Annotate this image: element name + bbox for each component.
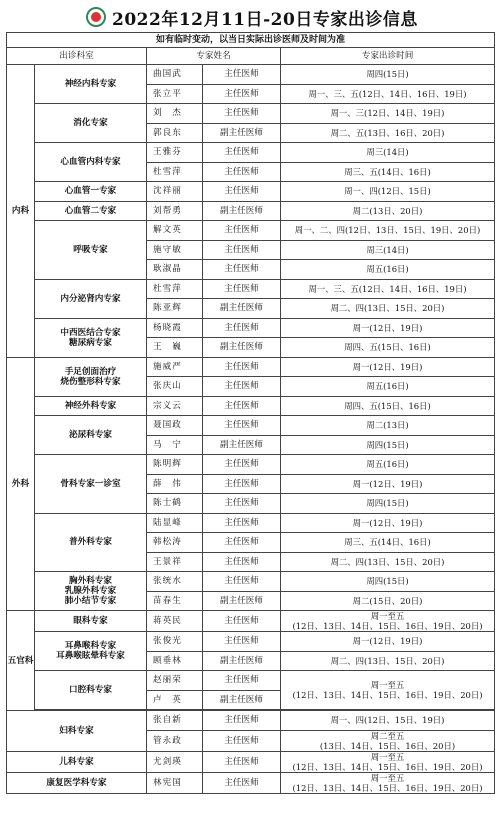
schedule-time: 周一(12日、19日): [281, 474, 495, 494]
schedule-time: [281, 611, 495, 632]
header-time: 专家出诊时间: [281, 48, 495, 65]
doctor-title: 主任医师: [203, 416, 281, 436]
doctor-name: 聂国政: [147, 416, 203, 436]
dept-label: 泌尿科专家: [35, 416, 147, 455]
doctor-name: 薛 伟: [147, 474, 203, 494]
doctor-title: 主任医师: [203, 772, 281, 793]
schedule-time: 周三、五(14日、16日): [281, 162, 495, 182]
dept-label: [35, 632, 147, 671]
doctor-title: 主任医师: [203, 65, 281, 85]
doctor-name: 曲国武: [147, 65, 203, 85]
doctor-title: 主任医师: [203, 143, 281, 163]
doctor-title: 主任医师: [203, 84, 281, 104]
doctor-name: 耿淑晶: [147, 260, 203, 280]
doctor-title: 主任医师: [203, 260, 281, 280]
dept-label: [35, 357, 147, 396]
doctor-name: 尤剑瑛: [147, 751, 203, 772]
doctor-title: 副主任医师: [203, 690, 281, 710]
dept-label: [35, 572, 147, 611]
doctor-title: 主任医师: [203, 182, 281, 202]
doctor-title: 主任医师: [203, 730, 281, 751]
doctor-name: 王雅芬: [147, 143, 203, 163]
doctor-title: 副主任医师: [203, 435, 281, 455]
doctor-title: 主任医师: [203, 572, 281, 592]
schedule-time: 周二(15日、20日): [281, 591, 495, 611]
doctor-title: 副主任医师: [203, 651, 281, 671]
schedule-time-line: 周一至五: [370, 751, 405, 762]
doctor-name: 陈亚辉: [147, 299, 203, 319]
schedule-time: 周四(15日): [281, 435, 495, 455]
doctor-title: 主任医师: [203, 751, 281, 772]
doctor-title: 主任医师: [203, 377, 281, 397]
doctor-title: 主任医师: [203, 552, 281, 572]
dept-label: 神经内科专家: [35, 65, 147, 104]
doctor-title: 主任医师: [203, 318, 281, 338]
doctor-name: 赵丽荣: [147, 671, 203, 691]
schedule-time-line: (12日、13日、14日、15日、16日、19日、20日): [292, 690, 483, 700]
doctor-title: 副主任医师: [203, 338, 281, 358]
header-doctor: 专家姓名: [147, 48, 281, 65]
dept-label-line: 烧伤整形科专家: [60, 376, 121, 387]
doctor-title: 主任医师: [203, 455, 281, 475]
doctor-title: 主任医师: [203, 474, 281, 494]
doctor-name: 杨晓霞: [147, 318, 203, 338]
dept-label: [35, 318, 147, 357]
doctor-name: 马 宁: [147, 435, 203, 455]
schedule-time-line: 周一至五: [370, 772, 405, 783]
doctor-name: 韩松涛: [147, 533, 203, 553]
doctor-title: 主任医师: [203, 711, 281, 731]
schedule-time: 周四(15日): [281, 572, 495, 592]
doctor-name: 卢 英: [147, 690, 203, 710]
doctor-name: 杜雪萍: [147, 162, 203, 182]
dept-label: 神经外科专家: [35, 396, 147, 416]
dept-label: 心血管一专家: [35, 182, 147, 202]
category-neike: 内科: [7, 65, 35, 358]
doctor-name: 张自新: [147, 711, 203, 731]
schedule-time-line: 周一至五: [370, 680, 405, 690]
schedule-time-line: (12日、13日、14日、15日、16日、19日、20日): [292, 761, 483, 772]
doctor-name: 顾垂林: [147, 651, 203, 671]
schedule-time: 周二(13日、20日): [281, 201, 495, 221]
doctor-title: 副主任医师: [203, 201, 281, 221]
schedule-time: 周四(15日): [281, 65, 495, 85]
doctor-name: 管永政: [147, 730, 203, 751]
page-header: [0, 0, 500, 32]
doctor-title: 主任医师: [203, 632, 281, 652]
schedule-time-line: 周一至五: [370, 611, 405, 621]
dept-label: 心血管内科专家: [35, 143, 147, 182]
doctor-name: 施威严: [147, 357, 203, 377]
doctor-name: 宗义云: [147, 396, 203, 416]
schedule-time: 周二(13日): [281, 416, 495, 436]
doctor-title: 副主任医师: [203, 299, 281, 319]
dept-label-line: 肺小结节专家: [64, 596, 117, 606]
doctor-name: 刘帮勇: [147, 201, 203, 221]
doctor-title: 主任医师: [203, 533, 281, 553]
schedule-time: 周一、四(12日、15日): [281, 182, 495, 202]
doctor-title: 主任医师: [203, 357, 281, 377]
schedule-time: 周一、二、四(12日、13日、15日、19日、20日): [281, 221, 495, 241]
dept-label: 内分泌肾内专家: [35, 279, 147, 318]
dept-label: 儿科专家: [7, 751, 147, 772]
doctor-name: 陈士鹤: [147, 494, 203, 514]
schedule-time-line: (13日、14日、15日、16日、20日): [319, 740, 456, 751]
schedule-time: 周一(12日、19日): [281, 513, 495, 533]
doctor-name: 沈祥丽: [147, 182, 203, 202]
dept-label-line: 手足创面治疗: [64, 366, 117, 377]
doctor-name: 郭良东: [147, 123, 203, 143]
dept-label: 呼吸专家: [35, 221, 147, 280]
hospital-logo-icon: [86, 7, 106, 27]
dept-label: 妇科专家: [7, 711, 147, 752]
header-department: 出诊科室: [7, 48, 147, 65]
doctor-title: 主任医师: [203, 611, 281, 632]
schedule-time: 周一(12日、19日): [281, 632, 495, 652]
schedule-time: 周一、三、五(12日、14日、16日、19日): [281, 279, 495, 299]
doctor-name: 蒋英民: [147, 611, 203, 632]
doctor-name: 陈明辉: [147, 455, 203, 475]
schedule-time: 周一(12日、19日): [281, 318, 495, 338]
doctor-title: 主任医师: [203, 104, 281, 124]
dept-label: 眼科专家: [35, 611, 147, 632]
doctor-title: 主任医师: [203, 513, 281, 533]
schedule-time-line: (12日、13日、14日、15日、16日、19日、20日): [292, 621, 483, 631]
doctor-title: 副主任医师: [203, 591, 281, 611]
schedule-table: [6, 32, 495, 794]
doctor-title: 主任医师: [203, 162, 281, 182]
page-title: 2022年12月11日-20日专家出诊信息: [112, 10, 418, 30]
doctor-name: 苗春生: [147, 591, 203, 611]
doctor-title: 主任医师: [203, 240, 281, 260]
schedule-time: 周二、四(13日、15日、20日): [281, 299, 495, 319]
doctor-title: 主任医师: [203, 221, 281, 241]
schedule-time: 周二、四(13日、15日、20日): [281, 552, 495, 572]
schedule-time: 周五(16日): [281, 377, 495, 397]
dept-label: 骨科专家一诊室: [35, 455, 147, 514]
schedule-time: 周四、五(15日、16日): [281, 396, 495, 416]
dept-label: 消化专家: [35, 104, 147, 143]
schedule-time: 周四(15日): [281, 494, 495, 514]
schedule-time-line: 周二至五: [370, 730, 405, 741]
doctor-title: 副主任医师: [203, 123, 281, 143]
schedule-time: 周一、三(12日、14日、19日): [281, 104, 495, 124]
doctor-name: 张立平: [147, 84, 203, 104]
schedule-time: [281, 671, 495, 710]
dept-label: 心血管二专家: [35, 201, 147, 221]
doctor-title: 主任医师: [203, 396, 281, 416]
doctor-title: 主任医师: [203, 671, 281, 691]
dept-label-line: 耳鼻喉眩晕科专家: [56, 651, 125, 661]
doctor-name: 刘 杰: [147, 104, 203, 124]
schedule-time: [281, 772, 495, 793]
schedule-time: 周二、五(13日、16日、20日): [281, 123, 495, 143]
category-wuguanke: 五官科: [7, 611, 35, 711]
notice-text: 如有临时变动，以当日实际出诊医师及时间为准: [7, 33, 495, 48]
schedule-time: 周一、三、五(12日、14日、16日、19日): [281, 84, 495, 104]
doctor-name: 杜雪萍: [147, 279, 203, 299]
dept-label-line: 耳鼻喉科专家: [64, 641, 117, 651]
doctor-name: 张庆山: [147, 377, 203, 397]
doctor-name: 张统水: [147, 572, 203, 592]
doctor-name: 施守敏: [147, 240, 203, 260]
schedule-time-line: (12日、13日、14日、15日、16日、19日、20日): [292, 782, 483, 793]
schedule-time: 周五(16日): [281, 455, 495, 475]
schedule-time: [281, 730, 495, 751]
schedule-time: 周一、四(12日、15日、19日): [281, 711, 495, 731]
doctor-name: 王景祥: [147, 552, 203, 572]
dept-label: 普外科专家: [35, 513, 147, 572]
schedule-time: 周一(12日、19日): [281, 357, 495, 377]
schedule-time: [281, 751, 495, 772]
doctor-name: 王 巍: [147, 338, 203, 358]
dept-label-line: 糖尿病专家: [69, 337, 112, 348]
schedule-time: 周三、五(14日、16日): [281, 533, 495, 553]
doctor-name: 张俊光: [147, 632, 203, 652]
schedule-time: 周四、五(15日、16日): [281, 338, 495, 358]
schedule-time: 周三(14日): [281, 240, 495, 260]
dept-label-line: 中西医结合专家: [60, 327, 121, 338]
dept-label-line: 乳腺外科专家: [64, 586, 117, 596]
doctor-title: 主任医师: [203, 494, 281, 514]
schedule-time: 周五(16日): [281, 260, 495, 280]
dept-label: 口腔科专家: [35, 671, 147, 710]
doctor-title: 主任医师: [203, 279, 281, 299]
doctor-name: 解文英: [147, 221, 203, 241]
schedule-time: 周二、四(13日、15日、20日): [281, 651, 495, 671]
dept-label: 康复医学科专家: [7, 772, 147, 793]
doctor-name: 陆显峰: [147, 513, 203, 533]
category-waike: 外科: [7, 357, 35, 611]
schedule-time: 周三(14日): [281, 143, 495, 163]
dept-label-line: 胸外科专家: [69, 576, 112, 586]
doctor-name: 林宪国: [147, 772, 203, 793]
